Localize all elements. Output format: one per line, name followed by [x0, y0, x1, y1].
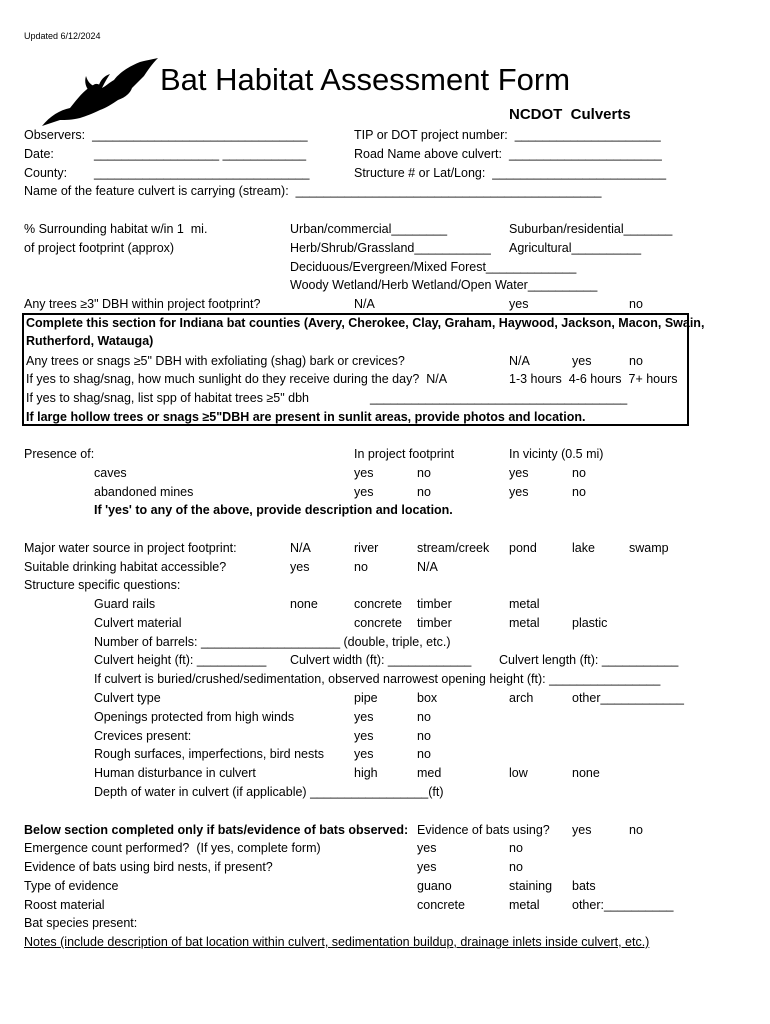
culvert-material-label: Culvert material [94, 616, 182, 630]
emergence-yes-option[interactable]: yes [417, 841, 437, 855]
urban-field[interactable]: Urban/commercial________ [290, 222, 448, 236]
material-concrete-option[interactable]: concrete [354, 616, 402, 630]
mines-fp-yes[interactable]: yes [354, 485, 374, 499]
roost-other-field[interactable]: other:__________ [572, 898, 674, 912]
caves-fp-no[interactable]: no [417, 466, 431, 480]
evidence-question: Evidence of bats using? [417, 823, 550, 837]
shag-na-option[interactable]: N/A [509, 354, 530, 368]
structure-questions-label: Structure specific questions: [24, 578, 181, 592]
disturbance-none-option[interactable]: none [572, 766, 600, 780]
habitat-label: % Surrounding habitat w/in 1 mi. [24, 222, 208, 236]
indiana-note: If large hollow trees or snags ≥5"DBH are present in sunlit areas, provide photos and location. [26, 410, 586, 424]
mines-fp-no[interactable]: no [417, 485, 431, 499]
trees-yes-option[interactable]: yes [509, 297, 529, 311]
sunlight-options[interactable]: 1-3 hours 4-6 hours 7+ hours [509, 372, 678, 386]
material-metal-option[interactable]: metal [509, 616, 540, 630]
presence-note: If 'yes' to any of the above, provide description and location. [94, 503, 453, 517]
drinking-yes-option[interactable]: yes [290, 560, 310, 574]
openings-no-option[interactable]: no [417, 710, 431, 724]
opening-height-field[interactable]: If culvert is buried/crushed/sedimentation, observed narrowest opening height (ft): ________________ [94, 672, 661, 686]
caves-label: caves [94, 466, 127, 480]
material-plastic-option[interactable]: plastic [572, 616, 608, 630]
county-label: County: [24, 166, 68, 180]
type-other-field[interactable]: other____________ [572, 691, 684, 705]
evidence-bats-option[interactable]: bats [572, 879, 596, 893]
evidence-yes-option[interactable]: yes [572, 823, 592, 837]
habitat-label-2: of project footprint (approx) [24, 241, 175, 255]
species-field[interactable]: _____________________________________ [370, 391, 628, 405]
water-stream-option[interactable]: stream/creek [417, 541, 490, 555]
caves-fp-yes[interactable]: yes [354, 466, 374, 480]
bird-nests-question: Evidence of bats using bird nests, if present? [24, 860, 273, 874]
culvert-width-field[interactable]: Culvert width (ft): ____________ [290, 653, 472, 667]
water-source-question: Major water source in project footprint: [24, 541, 237, 555]
mines-label: abandoned mines [94, 485, 194, 499]
caves-vic-no[interactable]: no [572, 466, 586, 480]
crevices-no-option[interactable]: no [417, 729, 431, 743]
culvert-type-label: Culvert type [94, 691, 161, 705]
suburban-field[interactable]: Suburban/residential_______ [509, 222, 673, 236]
type-pipe-option[interactable]: pipe [354, 691, 378, 705]
feature-name-field[interactable]: Name of the feature culvert is carrying (stream): ____________________________________________ [24, 184, 602, 198]
guard-concrete-option[interactable]: concrete [354, 597, 402, 611]
water-swamp-option[interactable]: swamp [629, 541, 669, 555]
crevices-label: Crevices present: [94, 729, 192, 743]
indiana-heading-2: Rutherford, Watauga) [26, 334, 154, 348]
emergence-no-option[interactable]: no [509, 841, 523, 855]
crevices-yes-option[interactable]: yes [354, 729, 374, 743]
sunlight-question: If yes to shag/snag, how much sunlight do they receive during the day? N/A [26, 372, 448, 386]
trees-question: Any trees ≥3" DBH within project footprint? [24, 297, 261, 311]
disturbance-high-option[interactable]: high [354, 766, 378, 780]
county-field[interactable]: _______________________________ [94, 166, 310, 180]
bats-section-heading: Below section completed only if bats/evidence of bats observed: [24, 823, 409, 837]
disturbance-med-option[interactable]: med [417, 766, 442, 780]
shag-yes-option[interactable]: yes [572, 354, 592, 368]
roost-material-label: Roost material [24, 898, 105, 912]
guard-timber-option[interactable]: timber [417, 597, 452, 611]
structure-field[interactable]: Structure # or Lat/Long: _________________________ [354, 166, 667, 180]
form-title: Bat Habitat Assessment Form [160, 62, 571, 97]
guard-none-option[interactable]: none [290, 597, 318, 611]
wetland-field[interactable]: Woody Wetland/Herb Wetland/Open Water__________ [290, 278, 598, 292]
disturbance-low-option[interactable]: low [509, 766, 528, 780]
rough-yes-option[interactable]: yes [354, 747, 374, 761]
barrels-field[interactable]: Number of barrels: ____________________ (double, triple, etc.) [94, 635, 451, 649]
emergence-question: Emergence count performed? (If yes, complete form) [24, 841, 321, 855]
caves-vic-yes[interactable]: yes [509, 466, 529, 480]
species-question: If yes to shag/snag, list spp of habitat trees ≥5" dbh [26, 391, 309, 405]
updated-date: Updated 6/12/2024 [24, 31, 101, 41]
trees-no-option[interactable]: no [629, 297, 643, 311]
rough-no-option[interactable]: no [417, 747, 431, 761]
trees-na-option[interactable]: N/A [354, 297, 375, 311]
birdnests-yes-option[interactable]: yes [417, 860, 437, 874]
type-box-option[interactable]: box [417, 691, 438, 705]
agricultural-field[interactable]: Agricultural__________ [509, 241, 642, 255]
shag-no-option[interactable]: no [629, 354, 643, 368]
drinking-na-option[interactable]: N/A [417, 560, 438, 574]
water-pond-option[interactable]: pond [509, 541, 537, 555]
roost-metal-option[interactable]: metal [509, 898, 540, 912]
water-depth-field[interactable]: Depth of water in culvert (if applicable) _________________(ft) [94, 785, 444, 799]
human-disturbance-label: Human disturbance in culvert [94, 766, 256, 780]
shag-question: Any trees or snags ≥5" DBH with exfoliating (shag) bark or crevices? [26, 354, 405, 368]
water-na-option[interactable]: N/A [290, 541, 311, 555]
observers-field[interactable]: Observers: _______________________________ [24, 128, 308, 142]
evidence-staining-option[interactable]: staining [509, 879, 553, 893]
mines-vic-yes[interactable]: yes [509, 485, 529, 499]
water-lake-option[interactable]: lake [572, 541, 595, 555]
roost-concrete-option[interactable]: concrete [417, 898, 465, 912]
indiana-heading: Complete this section for Indiana bat counties (Avery, Cherokee, Clay, Graham, Haywood, Jackson, Macon, Swain, [26, 316, 705, 330]
guard-metal-option[interactable]: metal [509, 597, 540, 611]
in-footprint-header: In project footprint [354, 447, 455, 461]
type-arch-option[interactable]: arch [509, 691, 534, 705]
in-vicinity-header: In vicinty (0.5 mi) [509, 447, 604, 461]
form-subtitle: NCDOT Culverts [509, 106, 631, 123]
rough-surfaces-label: Rough surfaces, imperfections, bird nests [94, 747, 324, 761]
notes-label[interactable]: Notes (include description of bat location within culvert, sedimentation buildup, drainage inlets inside culvert, etc.) [24, 935, 650, 949]
guard-rails-label: Guard rails [94, 597, 156, 611]
tip-number-field[interactable]: TIP or DOT project number: _____________________ [354, 128, 661, 142]
evidence-type-label: Type of evidence [24, 879, 119, 893]
forest-field[interactable]: Deciduous/Evergreen/Mixed Forest_____________ [290, 260, 577, 274]
birdnests-no-option[interactable]: no [509, 860, 523, 874]
presence-label: Presence of: [24, 447, 95, 461]
bat-species-field[interactable]: Bat species present: [24, 916, 138, 930]
material-timber-option[interactable]: timber [417, 616, 452, 630]
openings-yes-option[interactable]: yes [354, 710, 374, 724]
drinking-no-option[interactable]: no [354, 560, 368, 574]
date-label: Date: [24, 147, 54, 161]
bat-logo-icon [40, 58, 160, 130]
herb-field[interactable]: Herb/Shrub/Grassland___________ [290, 241, 491, 255]
drinking-question: Suitable drinking habitat accessible? [24, 560, 227, 574]
mines-vic-no[interactable]: no [572, 485, 586, 499]
evidence-guano-option[interactable]: guano [417, 879, 452, 893]
road-name-field[interactable]: Road Name above culvert: ______________________ [354, 147, 662, 161]
culvert-length-field[interactable]: Culvert length (ft): ___________ [499, 653, 679, 667]
culvert-height-field[interactable]: Culvert height (ft): __________ [94, 653, 267, 667]
water-river-option[interactable]: river [354, 541, 379, 555]
openings-label: Openings protected from high winds [94, 710, 295, 724]
evidence-no-option[interactable]: no [629, 823, 643, 837]
date-field[interactable]: __________________ ____________ [94, 147, 307, 161]
